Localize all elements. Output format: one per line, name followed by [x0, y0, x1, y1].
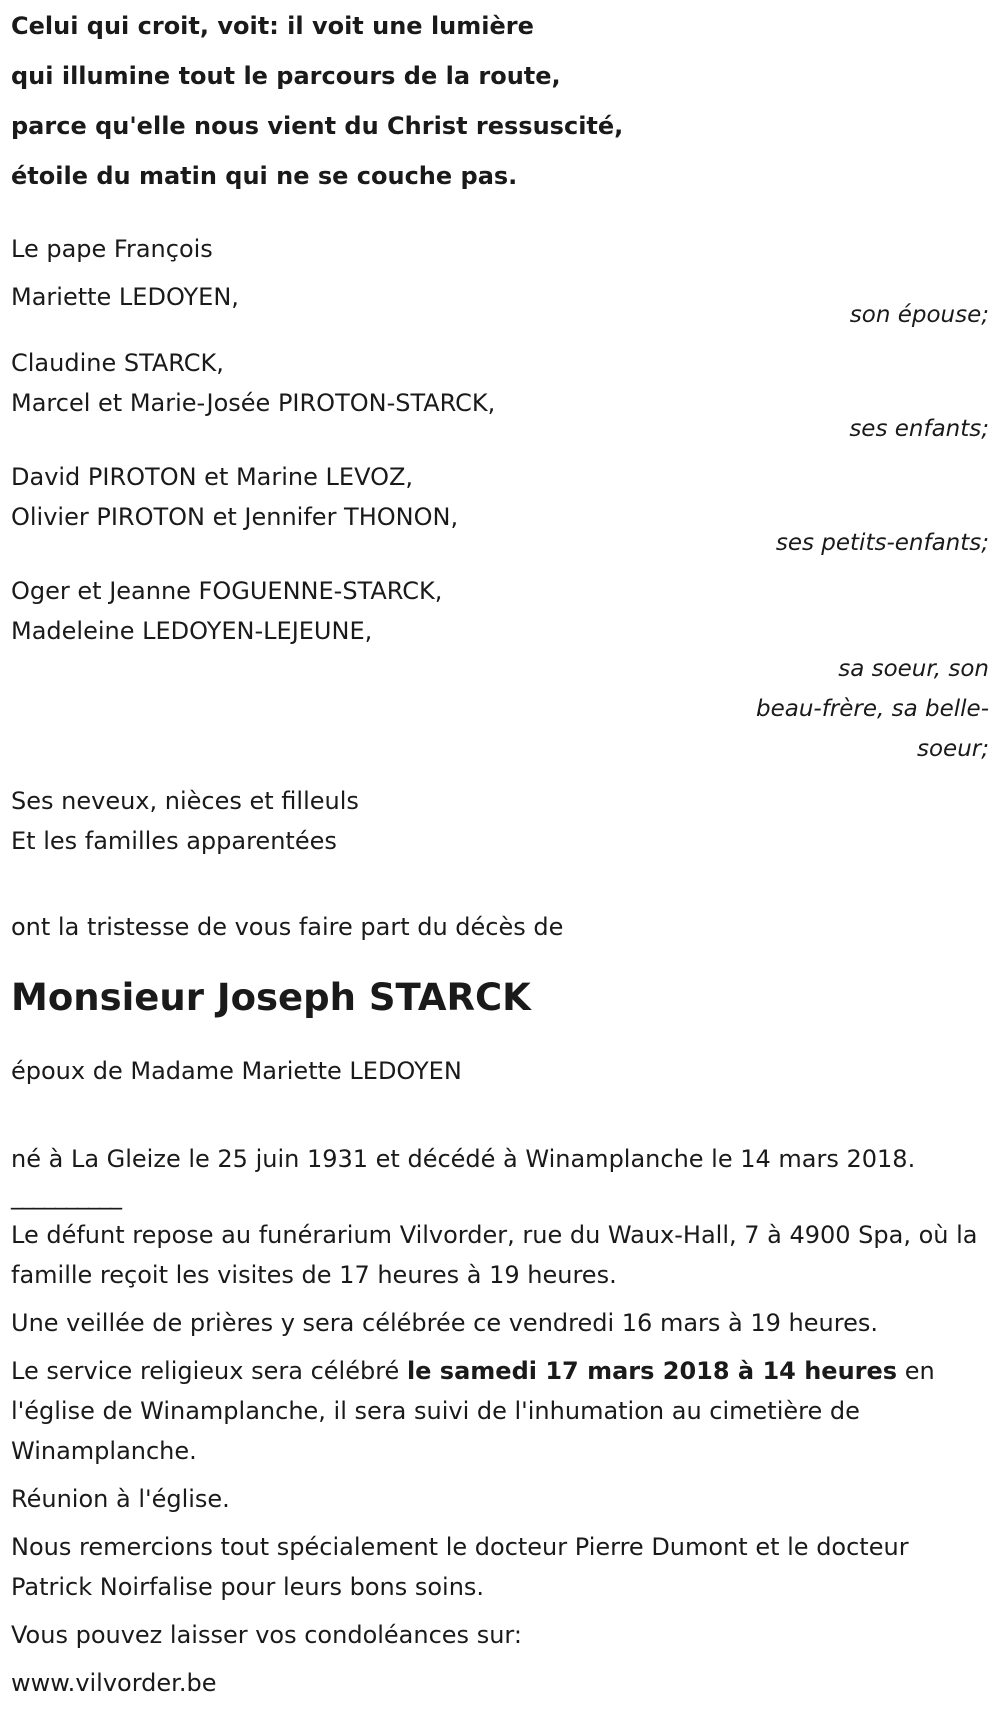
grandchild-name: David PIROTON et Marine LEVOZ, — [11, 463, 414, 491]
spouse-relation: son épouse; — [849, 302, 989, 328]
family-list — [11, 229, 991, 861]
service-paragraph — [11, 1351, 991, 1471]
sibling-name: Madeleine LEDOYEN-LEJEUNE, — [11, 617, 373, 645]
obituary-page — [11, 0, 991, 1703]
quote-line: Celui qui croit, voit: il voit une lumière — [11, 12, 534, 40]
service-prefix: Le service religieux sera célébré — [11, 1357, 407, 1385]
announcement: ont la tristesse de vous faire part du décès de — [11, 913, 564, 941]
other-relatives: Et les familles apparentées — [11, 827, 337, 855]
sibling-name: Oger et Jeanne FOGUENNE-STARCK, — [11, 577, 443, 605]
child-name: Marcel et Marie-Josée PIROTON-STARCK, — [11, 389, 496, 417]
siblings-relation-line: soeur; — [917, 736, 989, 762]
children-relation: ses enfants; — [849, 416, 989, 442]
birth-death-line: né à La Gleize le 25 juin 1931 et décédé à Winamplanche le 14 mars 2018. — [11, 1145, 916, 1173]
quote-line: qui illumine tout le parcours de la route, — [11, 62, 561, 90]
deceased-name: Monsieur Joseph STARCK — [11, 976, 531, 1019]
quote-block — [11, 1, 991, 201]
quote-author: Le pape François — [11, 235, 213, 263]
service-suffix: en l'église de Winamplanche, il sera suivi de l'inhumation au cimetière de Winamplanche. — [11, 1357, 935, 1465]
repose-paragraph: Le défunt repose au funérarium Vilvorder, rue du Waux-Hall, 7 à 4900 Spa, où la famille reçoit les visites de 17 heures à 19 heures. — [11, 1221, 978, 1289]
spouse-line: époux de Madame Mariette LEDOYEN — [11, 1057, 462, 1085]
quote-line: étoile du matin qui ne se couche pas. — [11, 162, 518, 190]
service-date: le samedi 17 mars 2018 à 14 heures — [406, 1357, 898, 1385]
child-name: Claudine STARCK, — [11, 349, 224, 377]
separator: __________ — [11, 1182, 121, 1210]
other-relatives: Ses neveux, nièces et filleuls — [11, 787, 359, 815]
thanks-paragraph: Nous remercions tout spécialement le docteur Pierre Dumont et le docteur Patrick Noirfalise pour leurs bons soins. — [11, 1533, 909, 1601]
siblings-relation — [11, 649, 991, 769]
website-link[interactable]: www.vilvorder.be — [11, 1669, 217, 1697]
condolences-paragraph: Vous pouvez laisser vos condoléances sur: — [11, 1621, 522, 1649]
grandchildren-relation: ses petits-enfants; — [775, 530, 989, 556]
vigil-paragraph: Une veillée de prières y sera célébrée ce vendredi 16 mars à 19 heures. — [11, 1309, 878, 1337]
grandchild-name: Olivier PIROTON et Jennifer THONON, — [11, 503, 459, 531]
meeting-paragraph: Réunion à l'église. — [11, 1485, 230, 1513]
spouse-name: Mariette LEDOYEN, — [11, 283, 239, 311]
quote-line: parce qu'elle nous vient du Christ ressuscité, — [11, 112, 624, 140]
siblings-relation-line: beau-frère, sa belle- — [755, 696, 989, 722]
siblings-relation-line: sa soeur, son — [838, 656, 989, 682]
